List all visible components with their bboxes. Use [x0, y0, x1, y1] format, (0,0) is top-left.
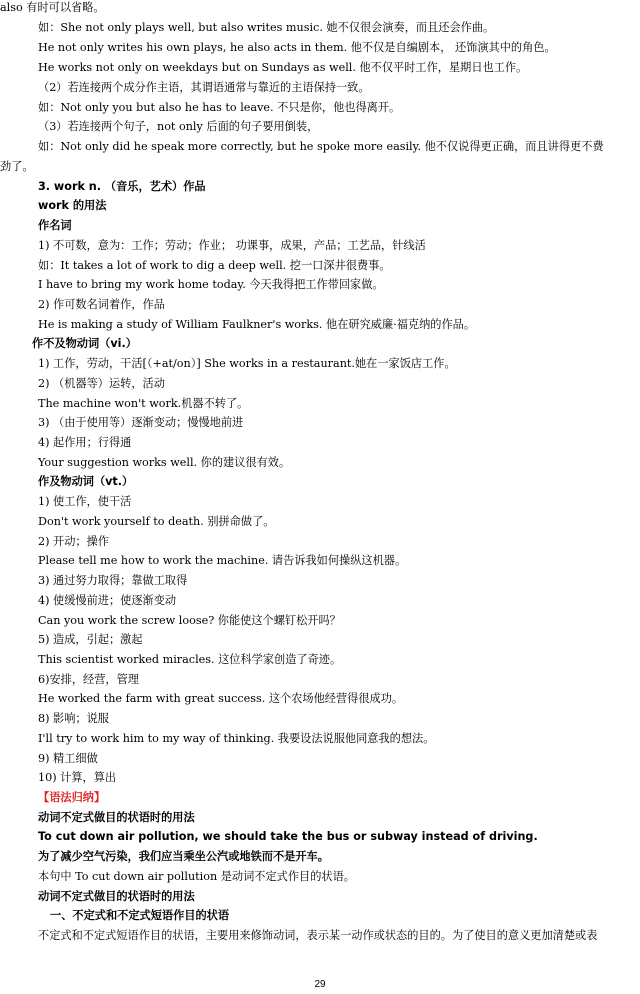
- subheading: 一、不定式和不定式短语作目的状语: [50, 909, 230, 922]
- subheading: 作不及物动词（vi.）: [32, 337, 137, 350]
- text-line: 3) 通过努力取得；靠做工取得: [38, 574, 188, 587]
- text-line: 如：Not only you but also he has to leave. 不只是你，他也得离开。: [38, 101, 401, 114]
- text-line: Your suggestion works well. 你的建议很有效。: [38, 456, 291, 469]
- text-line: 1) 使工作，使干活: [38, 495, 132, 508]
- text-line: He works not only on weekdays but on Sundays as well. 他不仅平时工作，星期日也工作。: [38, 61, 528, 74]
- text-line: 10) 计算，算出: [38, 771, 117, 784]
- section-heading: 3. work n. （音乐，艺术）作品: [38, 180, 206, 193]
- grammar-summary-heading: 【语法归纳】: [38, 791, 106, 804]
- example-sentence: To cut down air pollution, we should take the bus or subway instead of driving.: [38, 830, 538, 843]
- subheading: 作及物动词（vt.）: [38, 475, 134, 488]
- text-line: 5) 造成，引起；激起: [38, 633, 143, 646]
- text-line: 如：She not only plays well, but also writes music. 她不仅很会演奏，而且还会作曲。: [38, 21, 495, 34]
- text-line: 1) 不可数，意为：工作；劳动；作业； 功课事，成果，产品；工艺品，针线活: [38, 239, 426, 252]
- text-line: 劲了。: [0, 160, 34, 173]
- text-line: also 有时可以省略。: [0, 1, 105, 14]
- text-line: 不定式和不定式短语作目的状语，主要用来修饰动词，表示某一动作或状态的目的。为了使目的意义更加清楚或表: [38, 929, 598, 942]
- text-line: 本句中 To cut down air pollution 是动词不定式作目的状语。: [38, 870, 355, 883]
- text-line: This scientist worked miracles. 这位科学家创造了奇迹。: [38, 653, 342, 666]
- text-line: He not only writes his own plays, he also acts in them. 他不仅是自编剧本， 还饰演其中的角色。: [38, 41, 556, 54]
- text-line: 6)安排，经营，管理: [38, 673, 139, 686]
- text-line: 2) 作可数名词着作，作品: [38, 298, 165, 311]
- subheading: 作名词: [38, 219, 72, 232]
- text-line: 9) 精工细做: [38, 752, 98, 765]
- text-line: I'll try to work him to my way of thinking. 我要设法说服他同意我的想法。: [38, 732, 435, 745]
- text-line: 1) 工作，劳动，干活[（+at/on）] She works in a restaurant.她在一家饭店工作。: [38, 357, 456, 370]
- text-line: （3）若连接两个句子，not only 后面的句子要用倒装，: [38, 120, 319, 133]
- subheading: work 的用法: [38, 199, 107, 212]
- text-line: Don't work yourself to death. 别拼命做了。: [38, 515, 275, 528]
- text-line: 4) 起作用；行得通: [38, 436, 132, 449]
- text-line: He is making a study of William Faulkner's works. 他在研究威廉·福克纳的作品。: [38, 318, 476, 331]
- text-line: 如：It takes a lot of work to dig a deep well. 挖一口深井很费事。: [38, 259, 391, 272]
- text-line: 如：Not only did he speak more correctly, but he spoke more easily. 他不仅说得更正确，而且讲得更不费: [38, 140, 604, 153]
- text-line: Can you work the screw loose? 你能使这个螺钉松开吗？: [38, 614, 341, 627]
- subheading: 动词不定式做目的状语时的用法: [38, 811, 195, 824]
- subheading: 动词不定式做目的状语时的用法: [38, 890, 195, 903]
- text-line: 2) 开动；操作: [38, 535, 109, 548]
- text-line: The machine won't work.机器不转了。: [38, 397, 249, 410]
- text-line: 8) 影响；说服: [38, 712, 109, 725]
- text-line: 3) （由于使用等）逐渐变动；慢慢地前进: [38, 416, 244, 429]
- text-line: Please tell me how to work the machine. 请告诉我如何操纵这机器。: [38, 554, 407, 567]
- text-line: （2）若连接两个成分作主语，其谓语通常与靠近的主语保持一致。: [38, 81, 370, 94]
- text-line: 4) 使缓慢前进；使逐渐变动: [38, 594, 177, 607]
- text-line: He worked the farm with great success. 这个农场他经营得很成功。: [38, 692, 404, 705]
- text-line: I have to bring my work home today. 今天我得把工作带回家做。: [38, 278, 384, 291]
- example-translation: 为了减少空气污染，我们应当乘坐公汽或地铁而不是开车。: [38, 850, 329, 863]
- text-line: 2) （机器等）运转，活动: [38, 377, 165, 390]
- page-number: 29: [314, 979, 326, 990]
